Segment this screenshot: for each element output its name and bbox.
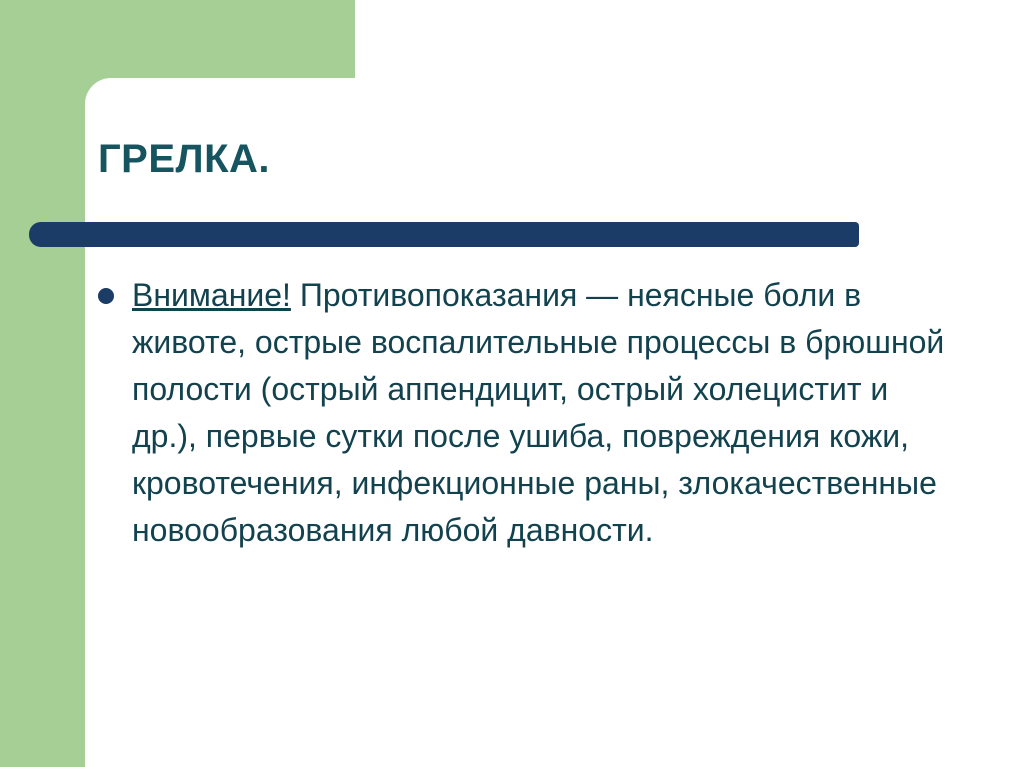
bullet-lead-emphasis: Внимание! [132,277,291,313]
bullet-body-text: Противопоказания — неясные боли в животе, острые воспалительные процессы в брюшной полости (острый аппендицит, острый холецистит и др.), первые сутки после ушиба, повреждения кожи, кровотечения, инфекционные раны, злокачественные новообразования любой давности. [132,277,945,549]
page-title: ГРЕЛКА. [98,137,271,181]
bullet-text [132,272,958,554]
list-item [98,272,958,554]
title-divider [29,222,859,247]
bullet-point-icon [98,288,114,304]
